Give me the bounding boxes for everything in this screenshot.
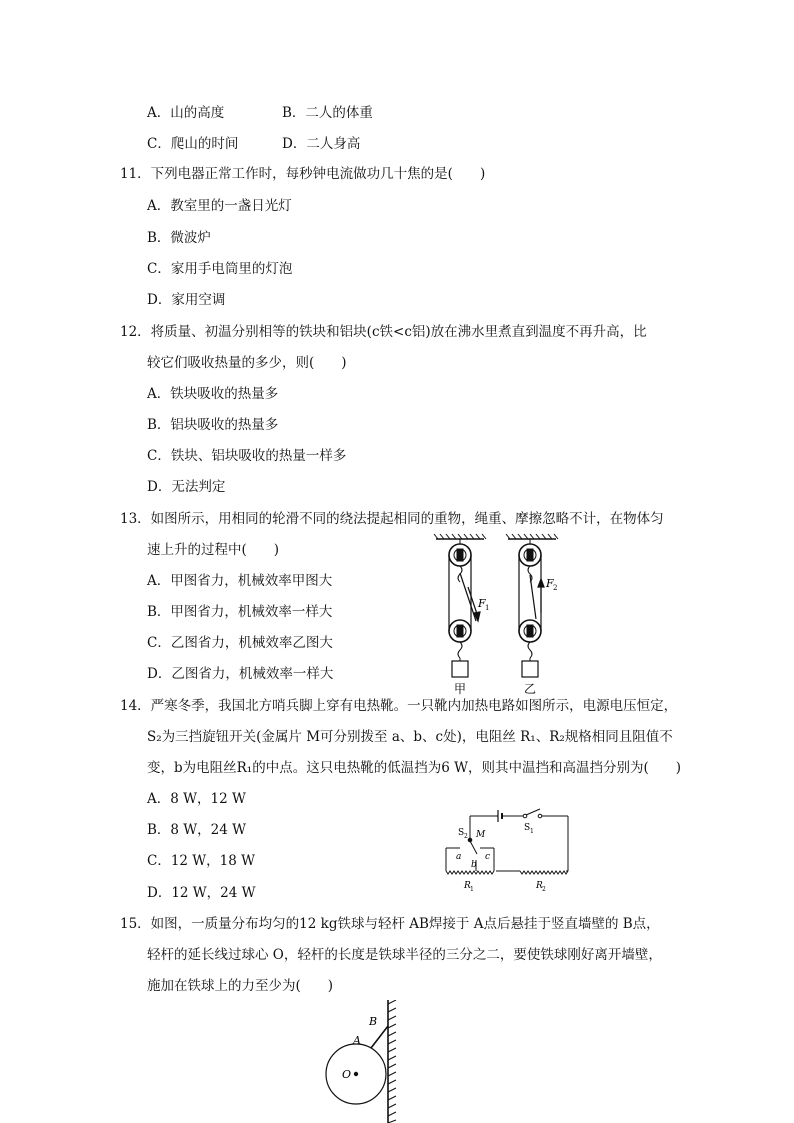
q12-option-a: A．铁块吸收的热量多 <box>147 386 279 402</box>
q14-stem-line1: 14．严寒冬季，我国北方哨兵脚上穿有电热靴。一只靴内加热电路如图所示，电源电压恒定， <box>120 698 678 714</box>
q12-option-d: D．无法判定 <box>147 479 226 495</box>
f2-arrow <box>538 579 544 613</box>
r2-label: R <box>536 881 543 891</box>
q12-option-b: B．铝块吸收的热量多 <box>147 417 279 433</box>
q15-stem-line2: 轻杆的延长线过球心 O，轻杆的长度是铁球半径的三分之二，要使铁球刚好离开墙壁， <box>147 947 662 963</box>
right-movable-pulley <box>519 620 541 677</box>
q15-stem-line3: 施加在铁球上的力至少为( ) <box>147 978 334 994</box>
q10-option-a: A．山的高度 <box>147 105 225 121</box>
a-point-label: A <box>353 1034 361 1047</box>
q12-option-c: C．铁块、铝块吸收的热量一样多 <box>147 448 347 464</box>
b-point-label: B <box>369 1015 378 1028</box>
q13-option-d: D．乙图省力，机械效率一样大 <box>147 666 334 682</box>
q11-option-c: C．家用手电筒里的灯泡 <box>147 261 293 277</box>
f1-subscript: 1 <box>485 604 490 612</box>
left-movable-pulley <box>449 620 471 677</box>
q13-option-c: C．乙图省力，机械效率乙图大 <box>147 635 333 651</box>
circuit-figure <box>440 808 575 893</box>
q12-stem-line2: 较它们吸收热量的多少，则( ) <box>147 355 347 371</box>
ball-center-dot <box>354 1072 358 1076</box>
q14-stem-line2: S₂为三挡旋钮开关(金属片 M可分别拨至 a、b、c处)，电阻丝 R₁、R₂规格相同且阻值不 <box>147 729 673 745</box>
s1-label: S <box>524 823 531 833</box>
left-ceiling <box>434 534 486 539</box>
pulley-figure <box>432 533 562 698</box>
r2-subscript: 2 <box>542 886 546 893</box>
b-label: b <box>471 860 477 870</box>
f2-label: F <box>546 577 554 590</box>
r1-label: R <box>464 881 471 891</box>
q13-option-a: A．甲图省力，机械效率甲图大 <box>147 573 333 589</box>
q14-option-d: D．12 W，24 W <box>147 885 256 901</box>
s2-label: S <box>458 828 465 838</box>
figure-label-yi: 乙 <box>524 682 537 696</box>
ball-wall-figure <box>322 1000 432 1123</box>
left-fixed-pulley <box>449 539 471 582</box>
q14-stem-line3: 变，b为电阻丝R₁的中点。这只电热靴的低温挡为6 W，则其中温挡和高温挡分别为( ) <box>147 760 682 776</box>
s2-subscript: 2 <box>464 833 468 840</box>
q10-option-c: C．爬山的时间 <box>147 136 239 152</box>
q15-stem-line1: 15．如图，一质量分布均匀的12 kg铁球与轻杆 AB焊接于 A点后悬挂于竖直墙壁的 B点， <box>120 916 660 932</box>
q11-option-b: B．微波炉 <box>147 230 211 246</box>
q12-stem-line1: 12．将质量、初温分别相等的铁块和铝块(c铁<c铝)放在沸水里煮直到温度不再升高，比 <box>120 324 647 340</box>
q11-option-d: D．家用空调 <box>147 292 226 308</box>
q13-stem-line2: 速上升的过程中( ) <box>147 542 280 558</box>
q10-option-b: B．二人的体重 <box>282 105 373 121</box>
q13-option-b: B．甲图省力，机械效率一样大 <box>147 604 333 620</box>
f2-subscript: 2 <box>553 584 558 592</box>
figure-label-jia: 甲 <box>454 682 467 696</box>
q14-option-a: A．8 W，12 W <box>147 791 246 807</box>
q13-stem-line1: 13．如图所示，用相同的轮滑不同的绕法提起相同的重物，绳重、摩擦忽略不计，在物体匀 <box>120 511 664 527</box>
q11-stem: 11．下列电器正常工作时，每秒钟电流做功几十焦的是( ) <box>120 166 486 182</box>
q14-option-b: B．8 W，24 W <box>147 822 247 838</box>
f1-label: F <box>478 597 486 610</box>
q11-option-a: A．教室里的一盏日光灯 <box>147 198 292 214</box>
s1-subscript: 1 <box>530 828 534 835</box>
c-label: c <box>485 852 491 862</box>
q14-option-c: C．12 W，18 W <box>147 853 256 869</box>
right-ceiling <box>506 534 558 539</box>
o-label: O <box>342 1068 352 1081</box>
a-label: a <box>456 852 462 862</box>
r1-subscript: 1 <box>470 886 474 893</box>
q10-option-d: D．二人身高 <box>282 136 361 152</box>
m-label: M <box>476 830 486 840</box>
